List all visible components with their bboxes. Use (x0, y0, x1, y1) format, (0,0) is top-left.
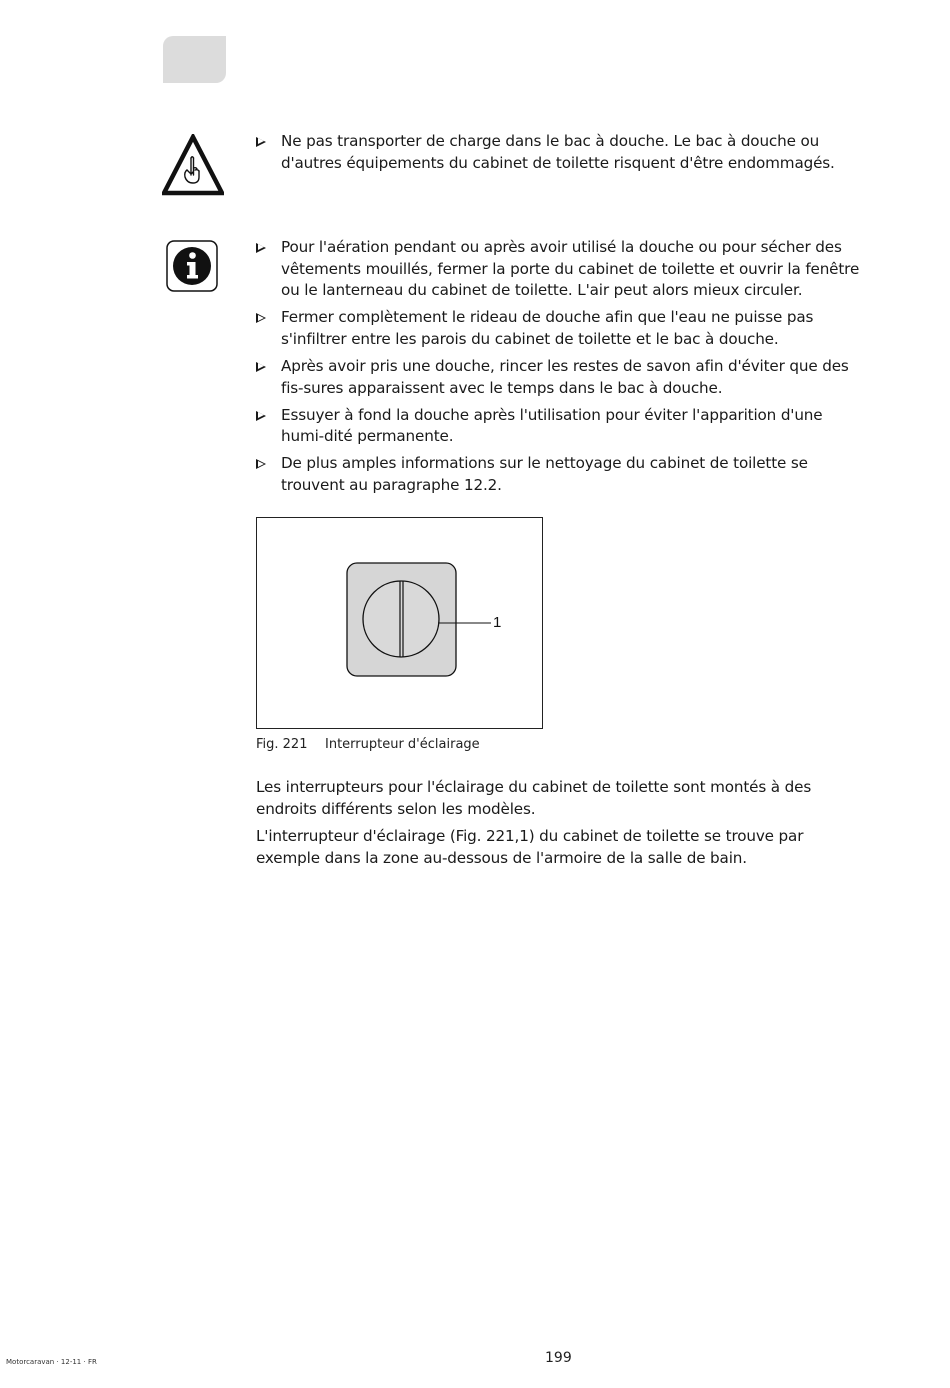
info-icon (166, 240, 218, 292)
bullet-arrow-icon (256, 411, 266, 421)
bullet-arrow-icon (256, 362, 266, 372)
list-item: De plus amples informations sur le nettoyage du cabinet de toilette se trouvent au paragraphe 12.2. (256, 453, 861, 496)
bullet-arrow-icon (256, 243, 266, 253)
list-item: Essuyer à fond la douche après l'utilisation pour éviter l'apparition d'une humi-dité permanente. (256, 405, 861, 448)
figure-title: Interrupteur d'éclairage (325, 737, 480, 752)
page-number: 199 (545, 1350, 572, 1366)
paragraph: L'interrupteur d'éclairage (Fig. 221,1) du cabinet de toilette se trouve par exemple dans la zone au-dessous de l'armoire de la salle de bain. (256, 827, 804, 867)
callout-number: 1 (493, 614, 502, 631)
warning-hand-icon (162, 134, 224, 196)
figure-light-switch (256, 517, 543, 729)
body-text (256, 777, 866, 875)
figure-caption (256, 737, 480, 752)
bullet-arrow-icon (256, 137, 266, 147)
footer-doc-info: Motorcaravan · 12-11 · FR (6, 1358, 97, 1366)
info-list (256, 237, 861, 502)
chapter-tab-marker (163, 36, 226, 83)
bullet-arrow-icon (256, 459, 266, 469)
warning-list (256, 131, 861, 180)
list-item: Ne pas transporter de charge dans le bac à douche. Le bac à douche ou d'autres équipements du cabinet de toilette risquent d'être endommagés. (256, 131, 861, 174)
list-item: Après avoir pris une douche, rincer les restes de savon afin d'éviter que des fis-sures apparaissent avec le temps dans le bac à douche. (256, 356, 861, 399)
list-item: Pour l'aération pendant ou après avoir utilisé la douche ou pour sécher des vêtements mouillés, fermer la porte du cabinet de toilette et ouvrir la fenêtre ou le lanterneau du cabinet de toilette. L'air peut alors mieux circuler. (256, 237, 861, 302)
paragraph: Les interrupteurs pour l'éclairage du cabinet de toilette sont montés à des endroits différents selon les modèles. (256, 778, 812, 818)
bullet-arrow-icon (256, 313, 266, 323)
list-item: Fermer complètement le rideau de douche afin que l'eau ne puisse pas s'infiltrer entre les parois du cabinet de toilette et le bac à douche. (256, 307, 861, 350)
figure-number: Fig. 221 (256, 737, 308, 752)
